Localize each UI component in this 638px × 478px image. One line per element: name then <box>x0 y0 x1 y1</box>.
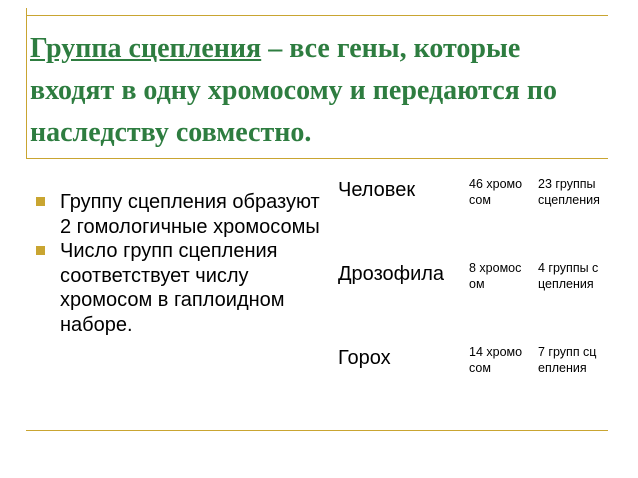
linkage-groups-cell: 7 групп сцепления <box>538 345 597 375</box>
title-term: Группа сцепления <box>30 33 262 64</box>
square-bullet-icon <box>36 197 45 206</box>
table-row <box>338 176 608 260</box>
frame-top-line <box>26 15 608 16</box>
bullet-item <box>30 239 320 337</box>
linkage-table <box>338 176 608 428</box>
organism-cell: Горох <box>338 347 391 369</box>
title-definition: – все гены, которые входят в одну хромосому и передаются по наследству совместно. <box>30 33 557 148</box>
bullet-text: Группу сцепления образуют 2 гомологичные хромосомы <box>60 191 320 238</box>
square-bullet-icon <box>36 246 45 255</box>
chromosome-count-cell: 14 хромосом <box>469 345 523 375</box>
title-divider-line <box>26 158 608 159</box>
chromosome-count-cell: 46 хромосом <box>469 177 523 207</box>
organism-cell: Дрозофила <box>338 263 445 285</box>
frame-bottom-line <box>26 430 608 431</box>
linkage-groups-cell: 23 группы сцепления <box>538 177 600 207</box>
bullet-text: Число групп сцепления соответствует числу хромосом в гаплоидном наборе. <box>60 240 285 336</box>
linkage-groups-cell: 4 группы сцепления <box>538 261 599 291</box>
bullet-list <box>30 190 320 337</box>
table-row <box>338 344 608 428</box>
table-row <box>338 260 608 344</box>
organism-cell: Человек <box>338 179 416 201</box>
slide-title <box>30 28 605 154</box>
bullet-item <box>30 190 320 239</box>
chromosome-count-cell: 8 хромосом <box>469 261 522 291</box>
frame-left-line <box>26 8 27 158</box>
